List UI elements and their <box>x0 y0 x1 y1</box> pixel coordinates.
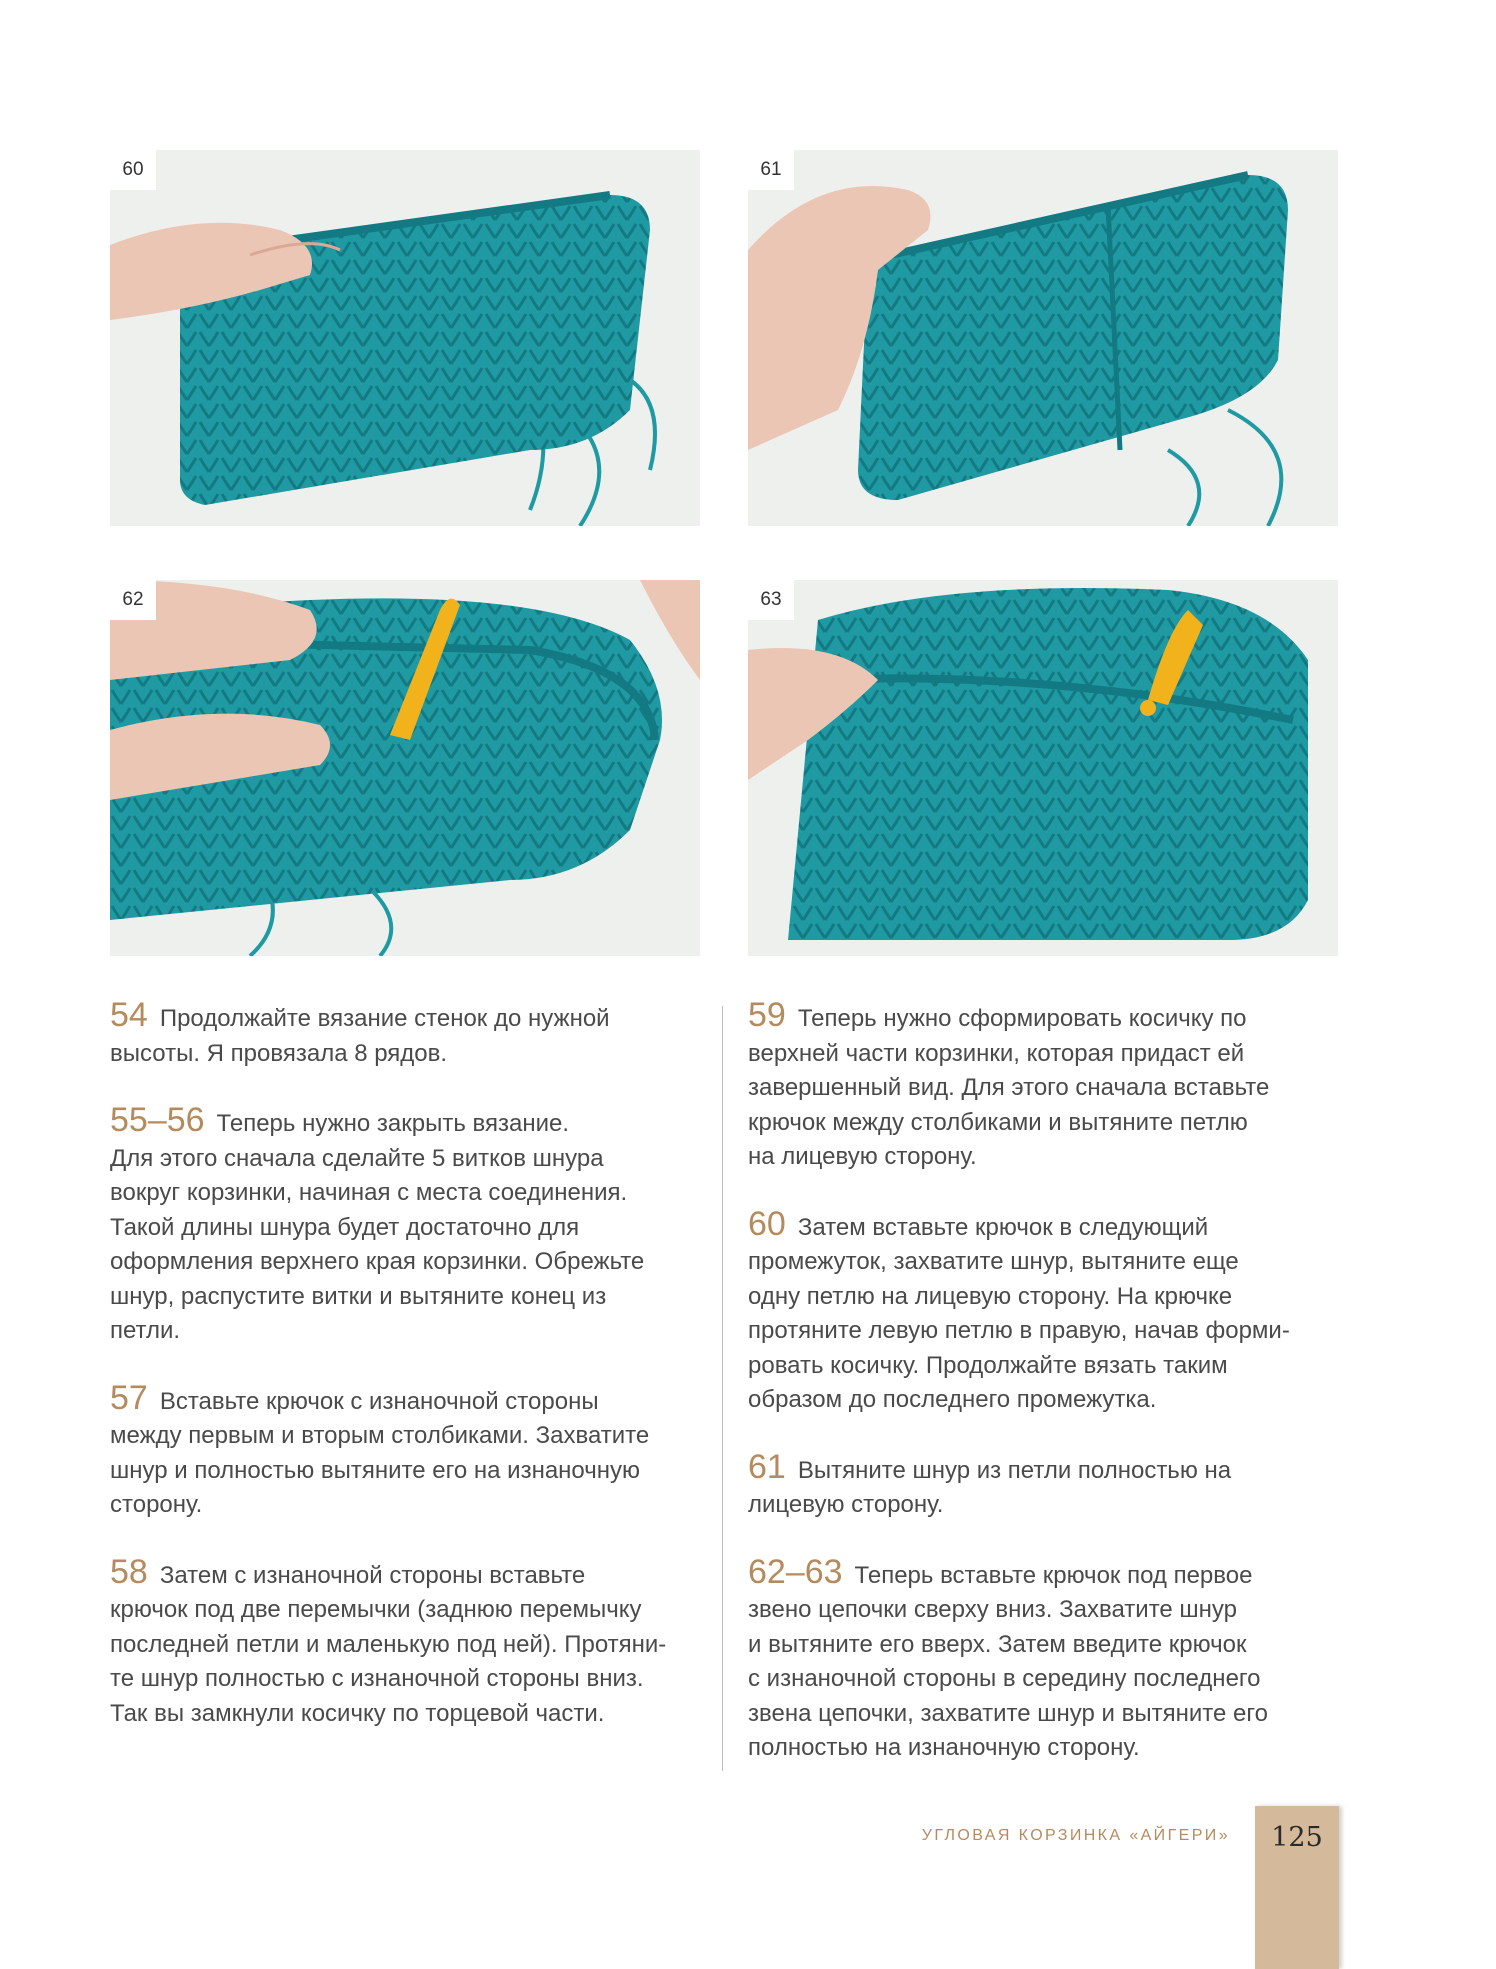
step-text: Теперь нужно закрыть вязание. Для этого сначала сделайте 5 витков шнура вокруг корзинки, начиная с места соединения. Такой длины шнура будет достаточно для оформления верхнего края корзинки. Обрежьте шнур, распустите витки и вытяните конец из петли. <box>110 1110 645 1344</box>
basket-photo-60-illustration <box>110 150 700 526</box>
photo-step-62 <box>110 580 700 956</box>
photo-number: 60 <box>110 150 156 190</box>
photo-step-61 <box>748 150 1338 526</box>
step-number: 55–56 <box>110 1101 205 1139</box>
step-number: 59 <box>748 996 786 1034</box>
photo-number: 62 <box>110 580 156 620</box>
step-number: 60 <box>748 1204 786 1243</box>
step-text: Теперь нужно сформировать косичку по верхней части корзинки, которая придаст ей завершенный вид. Для этого сначала вставьте крючок между столбиками и вытяните петлю на лицевую сторону. <box>748 1005 1270 1170</box>
photo-number: 61 <box>748 150 794 190</box>
step-number: 54 <box>110 996 148 1034</box>
step-number: 58 <box>110 1552 148 1591</box>
basket-photo-61-illustration <box>748 150 1338 526</box>
step-text: Затем с изнаночной стороны вставьте крючок под две перемычки (заднюю перемычку последней петли и маленькую под ней). Протяни- те шнур полностью с изнаночной стороны вниз. Так вы замкнули косичку по торцевой части. <box>110 1561 667 1727</box>
step-54 <box>110 998 702 1071</box>
step-text: Затем вставьте крючок в следующий промежуток, захватите шнур, вытяните еще одну петлю на лицевую сторону. На крючке протяните левую петлю в правую, начав форми- ровать косичку. Продолжайте вязать таким образом до последнего промежутка. <box>748 1213 1290 1413</box>
running-footer-title: УГЛОВАЯ КОРЗИНКА «АЙГЕРИ» <box>921 1827 1230 1844</box>
basket-photo-63-illustration <box>748 580 1338 956</box>
column-divider <box>722 1006 723 1771</box>
step-text: Вставьте крючок с изнаночной стороны между первым и вторым столбиками. Захватите шнур и полностью вытяните его на изнаночную сторону. <box>110 1387 650 1518</box>
photo-step-60 <box>110 150 700 526</box>
step-text: Теперь вставьте крючок под первое звено цепочки сверху вниз. Захватите шнур и вытяните его вверх. Затем введите крючок с изнаночной стороны в середину последнего звена цепочки, захватите шнур и вытяните его полностью на изнаночную сторону. <box>748 1561 1268 1761</box>
instructions-left-column <box>110 998 702 1763</box>
step-57 <box>110 1378 702 1523</box>
step-61 <box>748 1447 1340 1523</box>
step-text: Вытяните шнур из петли полностью на лицевую сторону. <box>748 1456 1232 1518</box>
step-number: 57 <box>110 1378 148 1417</box>
step-62-63 <box>748 1552 1340 1766</box>
step-58 <box>110 1552 702 1732</box>
step-55-56 <box>110 1103 702 1349</box>
photo-number: 63 <box>748 580 794 620</box>
page-number-tab <box>1255 1806 1339 1969</box>
instructions-right-column <box>748 998 1340 1798</box>
page-number: 125 <box>1271 1822 1323 1853</box>
basket-photo-62-illustration <box>110 580 700 956</box>
step-number: 61 <box>748 1447 786 1486</box>
photo-step-63 <box>748 580 1338 956</box>
step-59 <box>748 998 1340 1175</box>
step-number: 62–63 <box>748 1552 843 1591</box>
step-60 <box>748 1204 1340 1418</box>
step-text: Продолжайте вязание стенок до нужной высоты. Я провязала 8 рядов. <box>110 1005 610 1067</box>
